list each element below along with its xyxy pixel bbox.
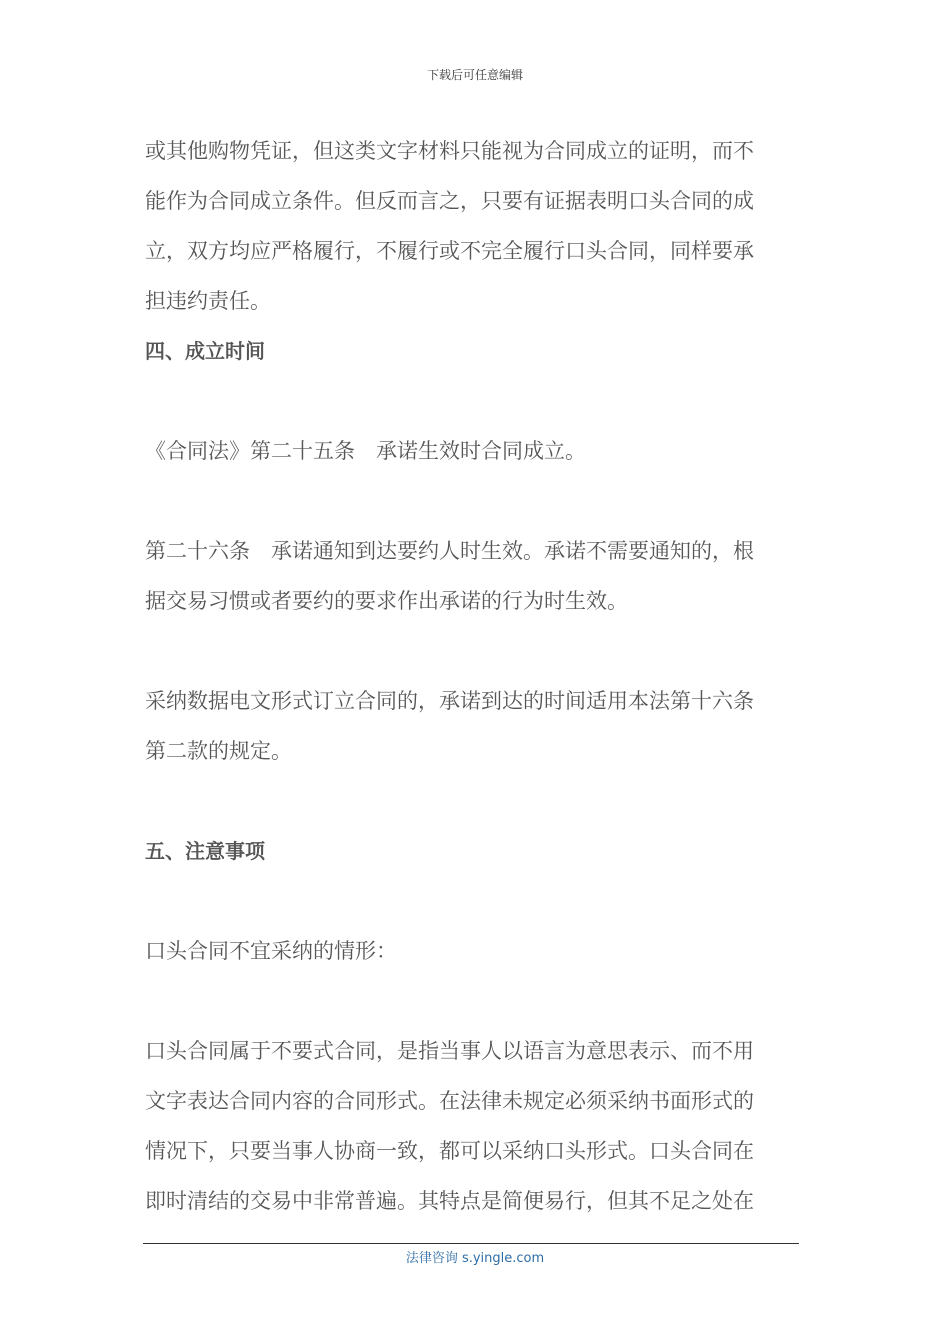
section-heading-establishment-time: 四、成立时间 (145, 339, 265, 363)
spacer (145, 476, 807, 526)
spacer (145, 626, 807, 676)
section-heading-notes: 五、注意事项 (145, 839, 265, 863)
paragraph-line: 采纳数据电文形式订立合同的，承诺到达的时间适用本法第十六条 (145, 689, 754, 713)
paragraph-line: 情况下，只要当事人协商一致，都可以采纳口头形式。口头合同在 (145, 1139, 754, 1163)
spacer (145, 876, 807, 926)
spacer (145, 376, 807, 426)
paragraph-line: 口头合同不宜采纳的情形： (145, 939, 397, 963)
paragraph-line: 担违约责任。 (145, 289, 271, 313)
paragraph-line: 或其他购物凭证，但这类文字材料只能视为合同成立的证明，而不 (145, 139, 754, 163)
footer-divider (143, 1243, 799, 1244)
paragraph-line: 第二款的规定。 (145, 739, 292, 763)
paragraph-line: 立，双方均应严格履行，不履行或不完全履行口头合同，同样要承 (145, 239, 754, 263)
paragraph-line: 口头合同属于不要式合同，是指当事人以语言为意思表示、而不用 (145, 1039, 754, 1063)
paragraph-line: 第二十六条 承诺通知到达要约人时生效。承诺不需要通知的，根 (145, 539, 754, 563)
paragraph-line: 文字表达合同内容的合同形式。在法律未规定必须采纳书面形式的 (145, 1089, 754, 1113)
paragraph-line: 即时清结的交易中非常普遍。其特点是简便易行，但其不足之处在 (145, 1189, 754, 1213)
paragraph-line: 能作为合同成立条件。但反而言之，只要有证据表明口头合同的成 (145, 189, 754, 213)
page-header: 下载后可任意编辑 (426, 68, 523, 82)
document-body (145, 126, 807, 1226)
paragraph-line: 据交易习惯或者要约的要求作出承诺的行为时生效。 (145, 589, 628, 613)
footer-link[interactable]: 法律咨询 s.yingle.com (405, 1251, 545, 1266)
spacer (145, 976, 807, 1026)
spacer (145, 776, 807, 826)
paragraph-line: 《合同法》第二十五条 承诺生效时合同成立。 (145, 439, 586, 463)
